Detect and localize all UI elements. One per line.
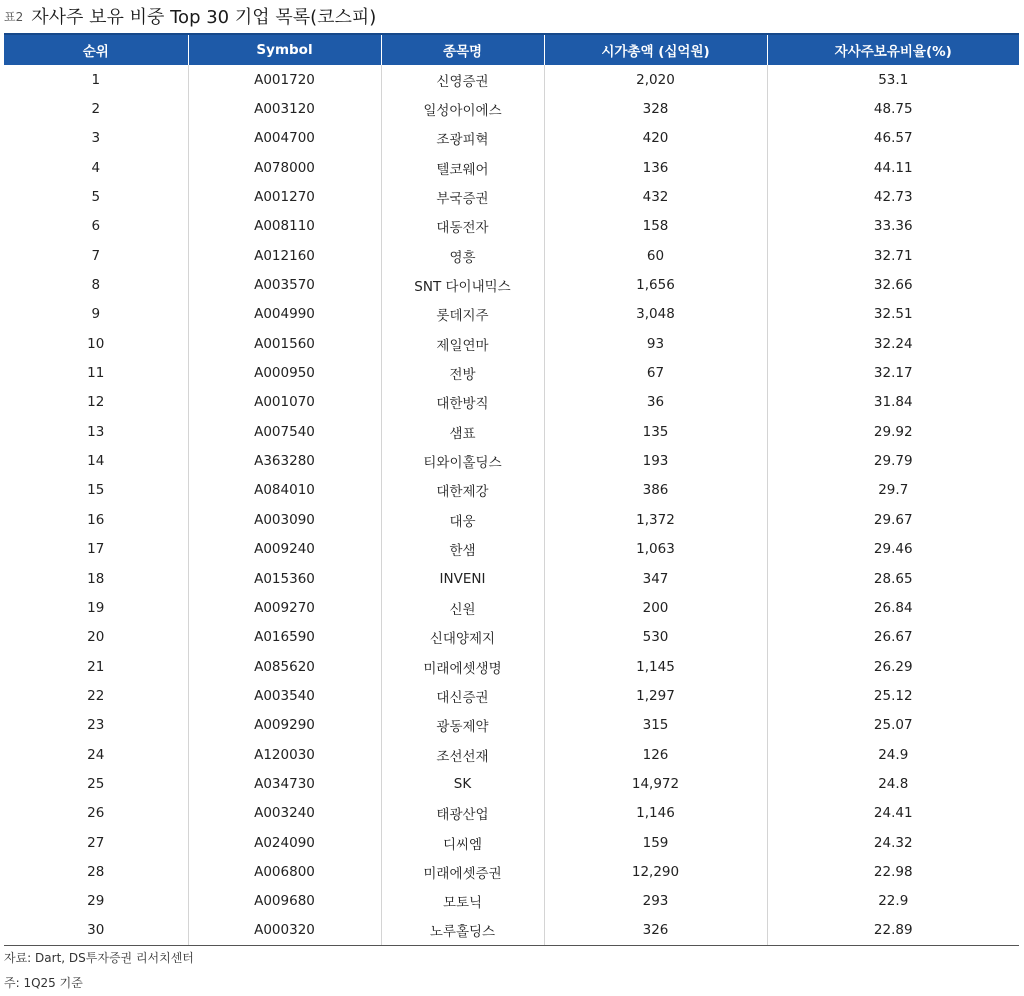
header-symbol: Symbol (188, 34, 381, 65)
rank-cell: 25 (87, 775, 105, 792)
company-name-cell: 모토닉 (381, 887, 544, 916)
rank-cell: 9 (91, 306, 101, 323)
treasury-ratio-cell: 24.8 (767, 769, 1019, 798)
rank-cell: 18 (87, 570, 105, 587)
symbol-cell: A006800 (188, 857, 381, 886)
table-row (4, 505, 1019, 534)
table-row (4, 535, 1019, 564)
market-cap-cell: 293 (544, 887, 767, 916)
company-name-cell: 광동제약 (381, 711, 544, 740)
market-cap-cell: 1,372 (544, 505, 767, 534)
table-row (4, 681, 1019, 710)
treasury-ratio-cell: 29.92 (767, 417, 1019, 446)
market-cap-cell: 126 (544, 740, 767, 769)
market-cap-cell: 135 (544, 417, 767, 446)
table-row (4, 446, 1019, 475)
treasury-ratio-cell: 22.89 (767, 916, 1019, 945)
rank-cell: 10 (87, 335, 105, 352)
table-row (4, 300, 1019, 329)
rank-cell: 22 (87, 687, 105, 704)
company-name-cell: SNT 다이내믹스 (381, 270, 544, 299)
symbol-cell: A001560 (188, 329, 381, 358)
market-cap-cell: 3,048 (544, 300, 767, 329)
market-cap-cell: 2,020 (544, 65, 767, 94)
treasury-ratio-cell: 32.66 (767, 270, 1019, 299)
company-name-cell: 일성아이에스 (381, 94, 544, 123)
table-row (4, 94, 1019, 123)
company-name-cell: 대신증권 (381, 681, 544, 710)
company-name-cell: 미래에셋증권 (381, 857, 544, 886)
rank-cell: 12 (87, 394, 105, 411)
symbol-cell: A000950 (188, 358, 381, 387)
table-row (4, 182, 1019, 211)
market-cap-cell: 93 (544, 329, 767, 358)
symbol-cell: A001720 (188, 65, 381, 94)
treasury-ratio-cell: 28.65 (767, 564, 1019, 593)
rank-cell: 20 (87, 629, 105, 646)
rank-cell: 24 (87, 746, 105, 763)
symbol-cell: A001270 (188, 182, 381, 211)
rank-cell: 14 (87, 453, 105, 470)
table-row (4, 241, 1019, 270)
company-name-cell: 롯데지주 (381, 300, 544, 329)
company-name-cell: 대한방직 (381, 388, 544, 417)
header-market-cap: 시가총액 (십억원) (544, 34, 767, 65)
table-row (4, 916, 1019, 945)
symbol-cell: A085620 (188, 652, 381, 681)
footnotes (4, 946, 194, 996)
market-cap-cell: 158 (544, 212, 767, 241)
rank-cell: 6 (91, 218, 101, 235)
market-cap-cell: 1,146 (544, 799, 767, 828)
table-row (4, 65, 1019, 94)
symbol-cell: A363280 (188, 446, 381, 475)
header-rank: 순위 (4, 34, 188, 65)
market-cap-cell: 14,972 (544, 769, 767, 798)
market-cap-cell: 1,297 (544, 681, 767, 710)
table-row (4, 740, 1019, 769)
table-number: 표2 (4, 9, 24, 24)
treasury-ratio-cell: 26.29 (767, 652, 1019, 681)
table-row (4, 212, 1019, 241)
symbol-cell: A084010 (188, 476, 381, 505)
table-title-text: 자사주 보유 비중 Top 30 기업 목록(코스피) (31, 7, 377, 28)
table-row (4, 358, 1019, 387)
rank-cell: 30 (4, 916, 188, 945)
table-title (4, 0, 376, 32)
symbol-cell: A009290 (188, 711, 381, 740)
market-cap-cell: 136 (544, 153, 767, 182)
market-cap-cell: 326 (544, 916, 767, 945)
symbol-cell: A009680 (188, 887, 381, 916)
market-cap-cell: 67 (544, 358, 767, 387)
company-name-cell: 대동전자 (381, 212, 544, 241)
rank-cell: 29 (87, 893, 105, 910)
table-row (4, 799, 1019, 828)
table-row (4, 593, 1019, 622)
table-row (4, 153, 1019, 182)
symbol-cell: A003240 (188, 799, 381, 828)
symbol-cell: A034730 (188, 769, 381, 798)
symbol-cell: A024090 (188, 828, 381, 857)
table-row (4, 270, 1019, 299)
rank-cell: 15 (87, 482, 105, 499)
company-name-cell: 영흥 (381, 241, 544, 270)
symbol-cell: A007540 (188, 417, 381, 446)
symbol-cell: A008110 (188, 212, 381, 241)
company-name-cell: SK (381, 769, 544, 798)
table-body (4, 65, 1019, 945)
symbol-cell: A003090 (188, 505, 381, 534)
symbol-cell: A003540 (188, 681, 381, 710)
treasury-ratio-cell: 25.12 (767, 681, 1019, 710)
company-name-cell: 한샘 (381, 535, 544, 564)
table-row (4, 564, 1019, 593)
market-cap-cell: 193 (544, 446, 767, 475)
company-name-cell: 조선선재 (381, 740, 544, 769)
market-cap-cell: 432 (544, 182, 767, 211)
company-name-cell: 샘표 (381, 417, 544, 446)
treasury-ratio-cell: 53.1 (767, 65, 1019, 94)
rank-cell: 5 (91, 189, 101, 206)
symbol-cell: A003570 (188, 270, 381, 299)
market-cap-cell: 36 (544, 388, 767, 417)
symbol-cell: A016590 (188, 623, 381, 652)
treasury-ratio-cell: 48.75 (767, 94, 1019, 123)
header-treasury-ratio: 자사주보유비율(%) (767, 34, 1019, 65)
treasury-ratio-cell: 29.46 (767, 535, 1019, 564)
treasury-ratio-cell: 32.51 (767, 300, 1019, 329)
rank-cell: 21 (87, 658, 105, 675)
symbol-cell: A000320 (188, 916, 381, 945)
rank-cell: 27 (87, 834, 105, 851)
symbol-cell: A003120 (188, 94, 381, 123)
table-row (4, 623, 1019, 652)
company-name-cell: 조광피혁 (381, 124, 544, 153)
table-row (4, 652, 1019, 681)
symbol-cell: A078000 (188, 153, 381, 182)
company-name-cell: 제일연마 (381, 329, 544, 358)
company-name-cell: 대웅 (381, 505, 544, 534)
market-cap-cell: 1,145 (544, 652, 767, 681)
market-cap-cell: 386 (544, 476, 767, 505)
market-cap-cell: 159 (544, 828, 767, 857)
symbol-cell: A015360 (188, 564, 381, 593)
header-row (4, 34, 1019, 65)
table-row (4, 711, 1019, 740)
treasury-ratio-cell: 26.84 (767, 593, 1019, 622)
basis-note: 주: 1Q25 기준 (4, 976, 83, 990)
symbol-cell: A004700 (188, 124, 381, 153)
treasury-ratio-cell: 25.07 (767, 711, 1019, 740)
table-row (4, 857, 1019, 886)
header-company-name: 종목명 (381, 34, 544, 65)
market-cap-cell: 530 (544, 623, 767, 652)
table-header (4, 34, 1019, 65)
company-name-cell: 티와이홀딩스 (381, 446, 544, 475)
rank-cell: 17 (87, 541, 105, 558)
market-cap-cell: 1,063 (544, 535, 767, 564)
treasury-ratio-cell: 42.73 (767, 182, 1019, 211)
treasury-ratio-cell: 29.79 (767, 446, 1019, 475)
rank-cell: 4 (91, 159, 101, 176)
treasury-ratio-cell: 32.71 (767, 241, 1019, 270)
treasury-ratio-cell: 44.11 (767, 153, 1019, 182)
market-cap-cell: 347 (544, 564, 767, 593)
rank-cell: 28 (87, 863, 105, 880)
rank-cell: 23 (87, 717, 105, 734)
company-name-cell: 대한제강 (381, 476, 544, 505)
market-cap-cell: 420 (544, 124, 767, 153)
treasury-stock-table (4, 33, 1019, 946)
market-cap-cell: 1,656 (544, 270, 767, 299)
treasury-ratio-cell: 22.9 (767, 887, 1019, 916)
treasury-ratio-cell: 33.36 (767, 212, 1019, 241)
treasury-ratio-cell: 31.84 (767, 388, 1019, 417)
symbol-cell: A004990 (188, 300, 381, 329)
company-name-cell: 신대양제지 (381, 623, 544, 652)
company-name-cell: 미래에셋생명 (381, 652, 544, 681)
table-row (4, 887, 1019, 916)
treasury-ratio-cell: 29.7 (767, 476, 1019, 505)
company-name-cell: 신원 (381, 593, 544, 622)
rank-cell: 13 (87, 423, 105, 440)
symbol-cell: A009240 (188, 535, 381, 564)
company-name-cell: 신영증권 (381, 65, 544, 94)
symbol-cell: A009270 (188, 593, 381, 622)
company-name-cell: 부국증권 (381, 182, 544, 211)
company-name-cell: INVENI (381, 564, 544, 593)
rank-cell: 26 (87, 805, 105, 822)
company-name-cell: 태광산업 (381, 799, 544, 828)
market-cap-cell: 12,290 (544, 857, 767, 886)
rank-cell: 11 (87, 365, 105, 382)
treasury-ratio-cell: 22.98 (767, 857, 1019, 886)
treasury-ratio-cell: 32.17 (767, 358, 1019, 387)
data-table-container (4, 33, 1019, 946)
treasury-ratio-cell: 29.67 (767, 505, 1019, 534)
rank-cell: 8 (91, 277, 101, 294)
symbol-cell: A012160 (188, 241, 381, 270)
rank-cell: 2 (91, 101, 101, 118)
table-row (4, 828, 1019, 857)
table-row (4, 417, 1019, 446)
table-row (4, 476, 1019, 505)
treasury-ratio-cell: 24.32 (767, 828, 1019, 857)
company-name-cell: 텔코웨어 (381, 153, 544, 182)
market-cap-cell: 315 (544, 711, 767, 740)
market-cap-cell: 60 (544, 241, 767, 270)
source-note: 자료: Dart, DS투자증권 리서치센터 (4, 951, 194, 965)
market-cap-cell: 200 (544, 593, 767, 622)
treasury-ratio-cell: 24.9 (767, 740, 1019, 769)
rank-cell: 3 (91, 130, 101, 147)
company-name-cell: 디씨엠 (381, 828, 544, 857)
treasury-ratio-cell: 32.24 (767, 329, 1019, 358)
treasury-ratio-cell: 26.67 (767, 623, 1019, 652)
company-name-cell: 노루홀딩스 (381, 916, 544, 945)
table-row (4, 329, 1019, 358)
treasury-ratio-cell: 24.41 (767, 799, 1019, 828)
table-row (4, 124, 1019, 153)
company-name-cell: 전방 (381, 358, 544, 387)
symbol-cell: A001070 (188, 388, 381, 417)
table-row (4, 388, 1019, 417)
market-cap-cell: 328 (544, 94, 767, 123)
rank-cell: 16 (87, 511, 105, 528)
treasury-ratio-cell: 46.57 (767, 124, 1019, 153)
symbol-cell: A120030 (188, 740, 381, 769)
table-row (4, 769, 1019, 798)
rank-cell: 1 (91, 71, 101, 88)
rank-cell: 7 (91, 247, 101, 264)
rank-cell: 19 (87, 599, 105, 616)
